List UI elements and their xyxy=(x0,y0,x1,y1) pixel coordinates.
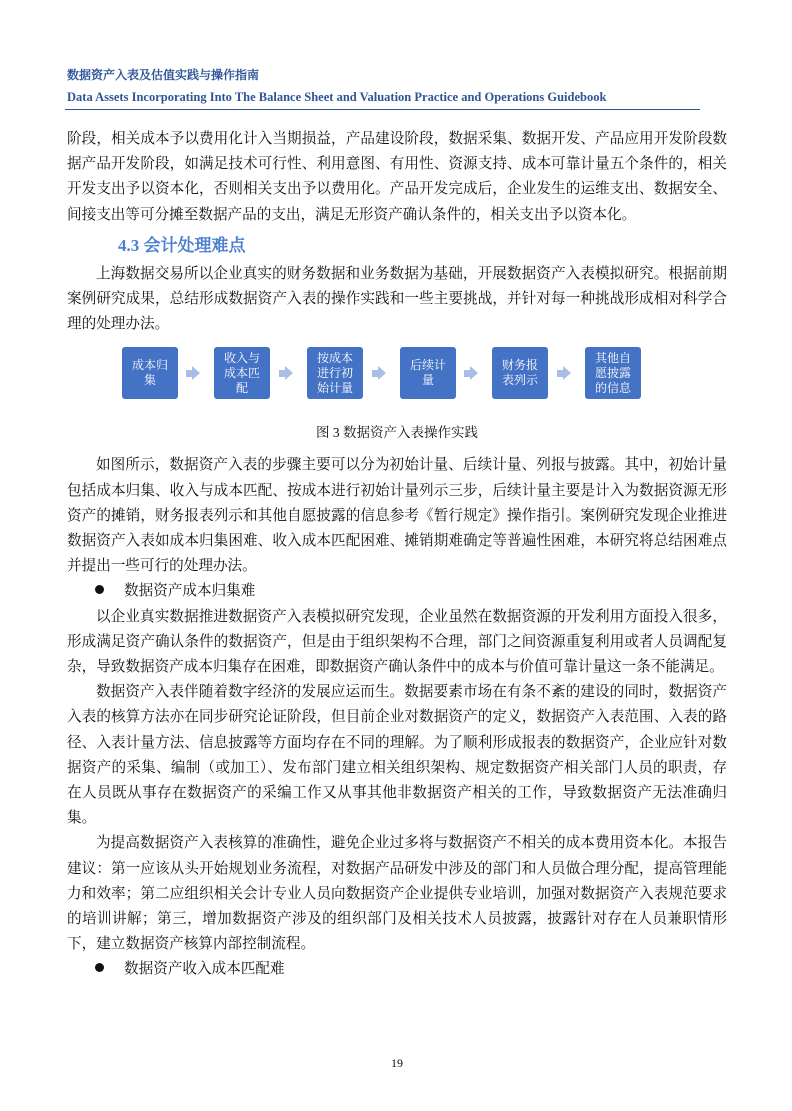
paragraph-cost-collection: 以企业真实数据推进数据资产入表模拟研究发现，企业虽然在数据资源的开发利用方面投入很多，形成满足资产确认条件的数据资产，但是由于组织架构不合理，部门之间资源重复利用或者人员调配复杂，导致数据资产成本归集存在困难，即数据资产确认条件中的成本与价值可靠计量这一条不能满足。 xyxy=(67,608,727,676)
arrow-right-icon xyxy=(285,366,293,380)
paragraph-intro: 上海数据交易所以企业真实的财务数据和业务数据为基础，开展数据资产入表模拟研究。根据前期案例研究成果，总结形成数据资产入表的操作实践和一些主要挑战，并针对每一种挑战形成相对科学合理的处理办法。 xyxy=(67,265,727,333)
header-divider xyxy=(65,109,700,110)
flow-step-4: 后续计量 xyxy=(400,347,456,399)
figure-caption: 图 3 数据资产入表操作实践 xyxy=(316,425,478,441)
bullet-icon xyxy=(95,963,104,972)
page-number: 19 xyxy=(391,1055,403,1070)
flow-step-2: 收入与成本匹配 xyxy=(214,347,270,399)
section-heading: 4.3 会计处理难点 xyxy=(118,235,246,255)
arrow-right-icon xyxy=(192,366,200,380)
header-title-cn: 数据资产入表及估值实践与操作指南 xyxy=(67,68,260,82)
paragraph-digital-economy: 数据资产入表伴随着数字经济的发展应运而生。数据要素市场在有条不紊的建设的同时，数据资产入表的核算方法亦在同步研究论证阶段，但目前企业对数据资产的定义，数据资产入表范围、入表的路径、入表计量方法、信息披露等方面均存在不同的理解。为了顺利形成报表的数据资产，企业应针对数据资产的采集、编制（或加工）、发布部门建立相关组织架构、规定数据资产相关部门人员的职责，存在人员既从事存在数据资产的采编工作又从事其他非数据资产相关的工作，导致数据资产无法准确归集。 xyxy=(67,684,727,827)
bullet-icon xyxy=(95,585,104,594)
paragraph-recommendations: 为提高数据资产入表核算的准确性，避免企业过多将与数据资产不相关的成本费用资本化。本报告建议：第一应该从头开始规划业务流程，对数据产品研发中涉及的部门和人员做合理分配，提高管理能力和效率；第二应组织相关会计专业人员向数据资产企业提供专业培训，加强对数据资产入表规范要求的培训讲解；第三，增加数据资产涉及的组织部门及相关技术人员披露，披露针对存在人员兼职情形下，建立数据资产核算内部控制流程。 xyxy=(67,835,727,953)
bullet-cost-collection: 数据资产成本归集难 xyxy=(95,579,727,604)
flow-step-1: 成本归集 xyxy=(122,347,178,399)
flow-step-3: 按成本进行初始计量 xyxy=(307,347,363,399)
paragraph-development-stage: 阶段，相关成本予以费用化计入当期损益，产品建设阶段，数据采集、数据开发、产品应用开发阶段数据产品开发阶段，如满足技术可行性、利用意图、有用性、资源支持、成本可靠计量五个条件的，相关开发支出予以资本化，否则相关支出予以费用化。产品开发完成后，企业发生的运维支出、数据安全、间接支出等可分摊至数据产品的支出，满足无形资产确认条件的，相关支出予以资本化。 xyxy=(67,131,727,223)
bullet-revenue-matching: 数据资产收入成本匹配难 xyxy=(95,957,727,982)
flow-step-6: 其他自愿披露的信息 xyxy=(585,347,641,399)
paragraph-steps: 如图所示，数据资产入表的步骤主要可以分为初始计量、后续计量、列报与披露。其中，初始计量包括成本归集、收入与成本匹配、按成本进行初始计量列示三步，后续计量主要是计入为数据资源无形资产的摊销，财务报表列示和其他自愿披露的信息参考《暂行规定》操作指引。案例研究发现企业推进数据资产入表如成本归集困难、收入成本匹配困难、摊销期难确定等普遍性困难，本研究将总结困难点并提出一些可行的处理办法。 xyxy=(67,457,727,575)
header-title-en: Data Assets Incorporating Into The Balance Sheet and Valuation Practice and Operations Guidebook xyxy=(67,90,607,104)
flow-step-5: 财务报表列示 xyxy=(492,347,548,399)
arrow-right-icon xyxy=(470,366,478,380)
process-flow-diagram xyxy=(67,347,727,399)
arrow-right-icon xyxy=(378,366,386,380)
arrow-right-icon xyxy=(563,366,571,380)
